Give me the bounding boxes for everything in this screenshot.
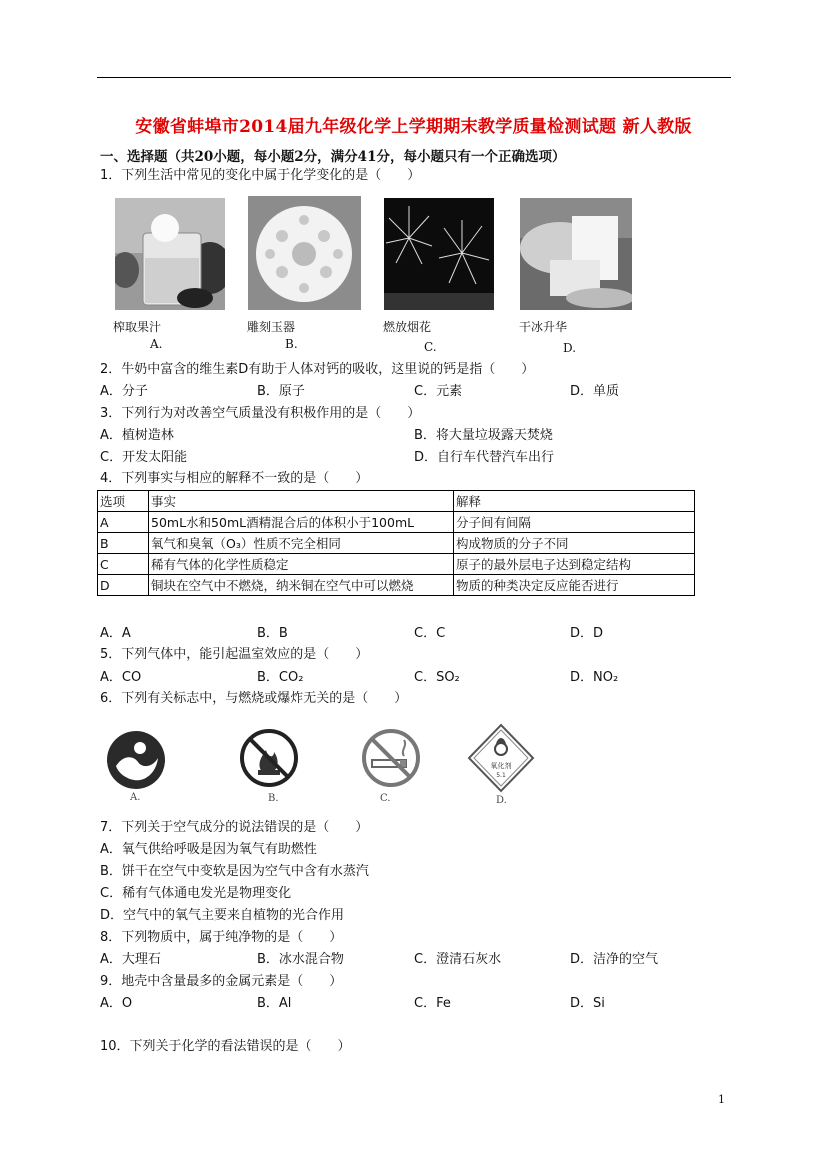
- image-letter-c: C.: [424, 340, 437, 354]
- sign-letter-b: B.: [268, 793, 279, 804]
- table-cell: 氧气和臭氧（O₃）性质不完全相同: [149, 533, 454, 554]
- document-title: 安徽省蚌埠市2014届九年级化学上学期期末教学质量检测试题 新人教版: [135, 117, 692, 137]
- q7-option-b: B．饼干在空气中变软是因为空气中含有水蒸汽: [100, 864, 369, 879]
- q8-option-b: B．冰水混合物: [257, 952, 344, 967]
- question-2: 2．牛奶中富含的维生素D有助于人体对钙的吸收，这里说的钙是指（ ）: [100, 362, 535, 377]
- no-fire-sign-icon: [238, 726, 300, 790]
- q2-option-c: C．元素: [414, 384, 463, 399]
- question-3: 3．下列行为对改善空气质量没有积极作用的是（ ）: [100, 406, 421, 421]
- oxidizer-class: 5.1: [496, 772, 506, 779]
- q2-option-a: A．分子: [100, 384, 148, 399]
- oxidizer-sign-icon: [466, 722, 536, 794]
- table-cell: B: [98, 533, 149, 554]
- q4-option-c: C．C: [414, 626, 446, 641]
- q9-option-a: A．O: [100, 996, 133, 1011]
- table-cell: 原子的最外层电子达到稳定结构: [454, 554, 695, 575]
- page-number: 1: [718, 1093, 725, 1106]
- image-caption-d: 干冰升华: [519, 320, 568, 334]
- image-caption-a: 榨取果汁: [113, 320, 162, 334]
- sign-letter-a: A.: [130, 792, 141, 803]
- q8-option-c: C．澄清石灰水: [414, 952, 502, 967]
- table-cell: 构成物质的分子不同: [454, 533, 695, 554]
- sign-letter-d: D.: [496, 795, 507, 806]
- q3-option-b: B．将大量垃圾露天焚烧: [414, 428, 553, 443]
- table-row: [98, 575, 695, 596]
- image-letter-a: A.: [150, 337, 163, 351]
- table-cell: 稀有气体的化学性质稳定: [149, 554, 454, 575]
- table-header: 解释: [454, 491, 695, 512]
- table-cell: 分子间有间隔: [454, 512, 695, 533]
- no-smoking-sign-icon: [360, 726, 422, 790]
- question-9: 9．地壳中含量最多的金属元素是（ ）: [100, 974, 343, 989]
- q4-option-a: A．A: [100, 626, 131, 641]
- question-1: 1．下列生活中常见的变化中属于化学变化的是（ ）: [100, 168, 421, 183]
- table-header: 事实: [149, 491, 454, 512]
- question-5: 5．下列气体中，能引起温室效应的是（ ）: [100, 647, 369, 662]
- table-cell: A: [98, 512, 149, 533]
- water-drop-sign-icon: [104, 728, 168, 792]
- table-cell: D: [98, 575, 149, 596]
- table-cell: 铜块在空气中不燃烧，纳米铜在空气中可以燃烧: [149, 575, 454, 596]
- image-letter-d: D.: [563, 341, 577, 355]
- table-row: [98, 533, 695, 554]
- q3-option-d: D．自行车代替汽车出行: [414, 450, 555, 465]
- q8-option-a: A．大理石: [100, 952, 161, 967]
- table-cell: 物质的种类决定反应能否进行: [454, 575, 695, 596]
- table-cell: 50mL水和50mL酒精混合后的体积小于100mL: [149, 512, 454, 533]
- facts-table: [97, 490, 695, 596]
- question-10: 10．下列关于化学的看法错误的是（ ）: [100, 1039, 351, 1054]
- jade-carving-image: [248, 196, 361, 310]
- q2-option-d: D．单质: [570, 384, 620, 399]
- image-caption-b: 雕刻玉器: [247, 320, 296, 334]
- q4-option-d: D．D: [570, 626, 604, 641]
- q5-option-a: A．CO: [100, 670, 142, 685]
- table-row: [98, 554, 695, 575]
- dry-ice-image: [520, 198, 632, 310]
- q9-option-d: D．Si: [570, 996, 605, 1011]
- q7-option-c: C．稀有气体通电发光是物理变化: [100, 886, 292, 901]
- q9-option-b: B．Al: [257, 996, 292, 1011]
- q5-option-d: D．NO₂: [570, 670, 619, 685]
- q3-option-c: C．开发太阳能: [100, 450, 188, 465]
- q7-option-d: D．空气中的氧气主要来自植物的光合作用: [100, 908, 345, 923]
- oxidizer-label: 氧化剂: [490, 762, 512, 770]
- q7-option-a: A．氧气供给呼吸是因为氧气有助燃性: [100, 842, 317, 857]
- question-6: 6．下列有关标志中，与燃烧或爆炸无关的是（ ）: [100, 691, 408, 706]
- section-heading: 一、选择题（共20小题，每小题2分，满分41分，每小题只有一个正确选项）: [100, 149, 566, 165]
- q4-option-b: B．B: [257, 626, 288, 641]
- q8-option-d: D．洁净的空气: [570, 952, 659, 967]
- question-7: 7．下列关于空气成分的说法错误的是（ ）: [100, 820, 369, 835]
- image-caption-c: 燃放烟花: [383, 320, 432, 334]
- image-letter-b: B.: [285, 337, 298, 351]
- q9-option-c: C．Fe: [414, 996, 451, 1011]
- table-row: [98, 512, 695, 533]
- table-header: 选项: [98, 491, 149, 512]
- q5-option-c: C．SO₂: [414, 670, 460, 685]
- juice-image: [115, 198, 225, 310]
- fireworks-image: [384, 198, 494, 310]
- table-cell: C: [98, 554, 149, 575]
- q2-option-b: B．原子: [257, 384, 305, 399]
- question-4: 4．下列事实与相应的解释不一致的是（ ）: [100, 471, 369, 486]
- q5-option-b: B．CO₂: [257, 670, 304, 685]
- question-8: 8．下列物质中，属于纯净物的是（ ）: [100, 930, 343, 945]
- header-rule: [97, 77, 731, 78]
- q3-option-a: A．植树造林: [100, 428, 174, 443]
- sign-letter-c: C.: [380, 793, 391, 804]
- table-header-row: [98, 491, 695, 512]
